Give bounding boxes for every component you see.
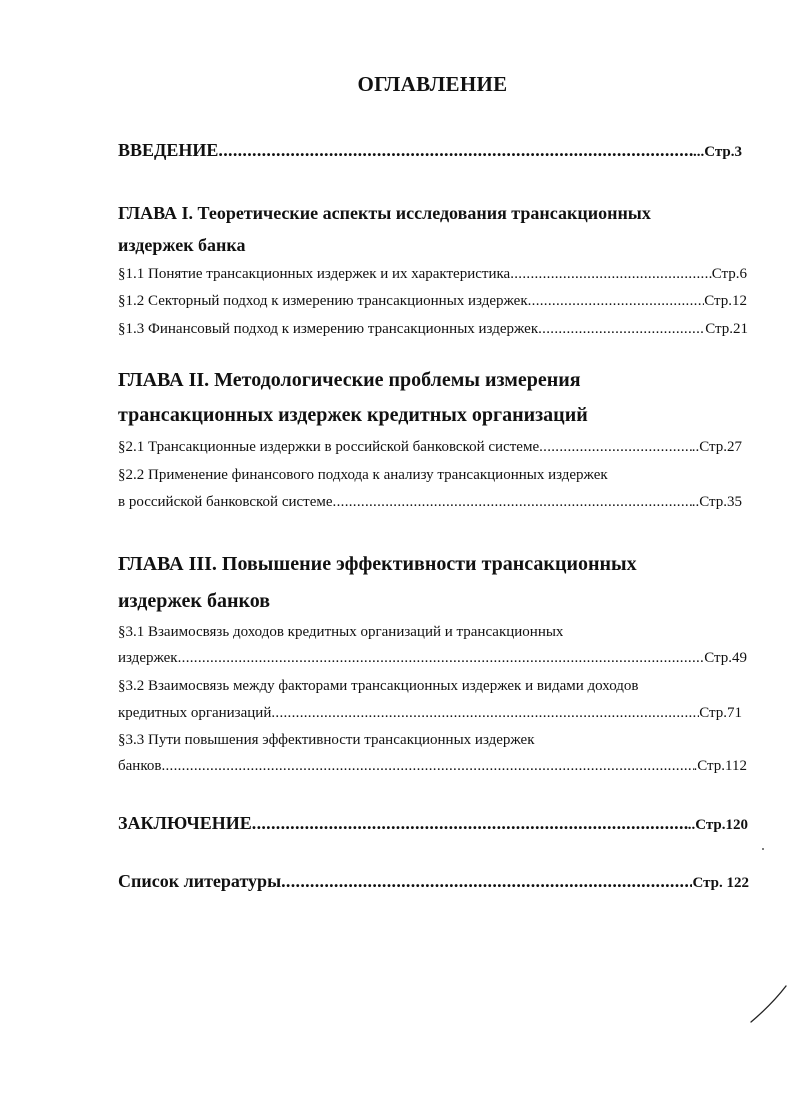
chapter-1-title-cont: издержек банка [118,235,246,255]
dot-leader [539,439,692,456]
toc-entry-2-1 [118,439,742,456]
chapter-2-title-cont: трансакционных издержек кредитных организаций [118,404,588,426]
entry-page: .Стр.112 [693,758,747,774]
toc-entry-2-2 [118,494,742,511]
toc-entry-3-2-title: §3.2 Взаимосвязь между факторами трансакционных издержек и видами доходов [118,678,639,694]
dot-leader [528,293,705,310]
page-title: ОГЛАВЛЕНИЕ [357,72,508,96]
entry-page: ..Стр.35 [691,494,742,510]
chapter-3-title: ГЛАВА III. Повышение эффективности трансакционных [118,553,637,575]
entry-page: Стр.71 [699,705,742,721]
toc-entry-1-1 [118,266,747,283]
chapter-2-title: ГЛАВА II. Методологические проблемы измерения [118,369,581,391]
scan-speck [762,848,764,850]
entry-label: §1.3 Финансовый подход к измерению трансакционных издержек [118,321,539,337]
dot-leader [218,140,693,161]
dot-leader [178,650,705,667]
toc-entry-conclusion [118,813,748,834]
entry-label: Список литературы [118,871,282,891]
chapter-1-title: ГЛАВА I. Теоретические аспекты исследования трансакционных [118,203,651,223]
entry-label: §1.1 Понятие трансакционных издержек и их характеристика [118,266,511,282]
entry-page: Стр.6 [711,266,747,282]
entry-label: ЗАКЛЮЧЕНИЕ [118,813,252,833]
entry-label: §2.1 Трансакционные издержки в российской банковской системе [118,439,540,455]
entry-label: §1.2 Секторный подход к измерению трансакционных издержек [118,293,528,309]
entry-page: Стр.12 [704,293,747,309]
entry-page: ..Стр.120 [687,817,748,833]
dot-leader [510,266,712,283]
chapter-3-title-cont: издержек банков [118,590,271,612]
entry-label: ВВЕДЕНИЕ [118,140,219,160]
entry-page: Стр. 122 [692,875,749,891]
toc-entry-3-3 [118,758,747,775]
toc-entry-3-1 [118,650,747,667]
entry-page: ..Стр.27 [691,439,742,455]
entry-label: в российской банковской системе [118,494,333,510]
entry-page: Стр.21 [705,321,748,337]
entry-label: банков [118,758,162,774]
toc-entry-3-2 [118,705,742,722]
toc-entry-2-2-title: §2.2 Применение финансового подхода к анализу трансакционных издержек [118,467,608,483]
entry-label: издержек [118,650,178,666]
dot-leader [252,813,688,834]
toc-entry-3-1-title: §3.1 Взаимосвязь доходов кредитных организаций и трансакционных [118,624,564,640]
toc-entry-1-2 [118,293,747,310]
toc-entry-references [118,871,749,892]
dot-leader [333,494,692,511]
entry-page: Стр.49 [704,650,747,666]
pen-stroke-mark [748,985,788,1025]
toc-entry-intro [118,140,742,161]
dot-leader [161,758,693,775]
dot-leader [538,321,705,338]
toc-entry-1-3 [118,321,748,338]
dot-leader [281,871,692,892]
toc-entry-3-3-title: §3.3 Пути повышения эффективности трансакционных издержек [118,732,535,748]
dot-leader [271,705,699,722]
entry-page: ...Стр.3 [692,144,742,160]
entry-label: кредитных организаций [118,705,272,721]
